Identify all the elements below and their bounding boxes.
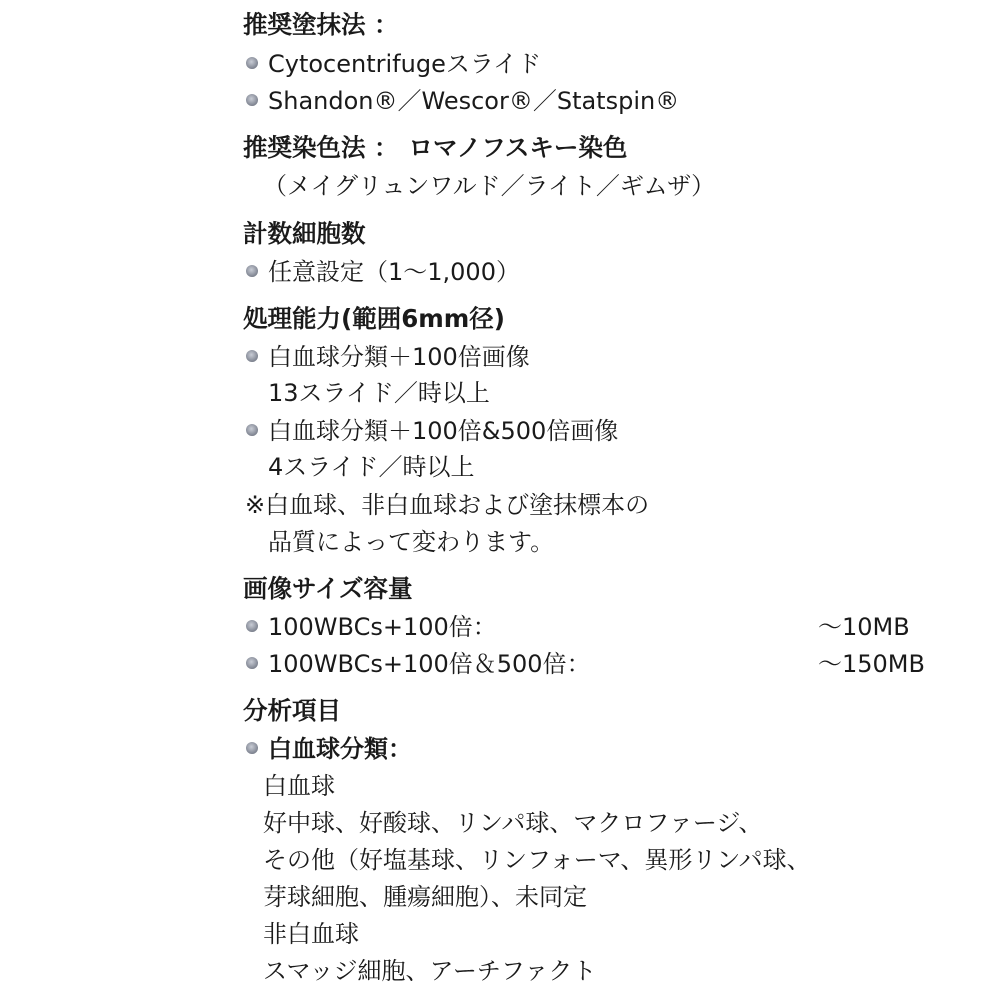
stain-method-detail: （メイグリュンワルド／ライト／ギムザ） — [263, 172, 716, 200]
capacity-item-label: 白血球分類＋100倍画像 — [268, 343, 530, 371]
capacity-item — [246, 414, 618, 448]
bullet-icon — [246, 424, 258, 436]
image-size-value: ～10MB — [818, 613, 910, 641]
analysis-item — [246, 732, 412, 766]
stain-method-label: 推奨染色法 ： — [243, 133, 399, 162]
cell-count-item — [246, 255, 520, 289]
analysis-line: 白血球 — [263, 772, 335, 800]
analysis-heading: 分析項目 — [243, 696, 341, 725]
analysis-line: 芽球細胞、腫瘍細胞）、未同定 — [263, 883, 587, 911]
bullet-icon — [246, 94, 258, 106]
bullet-icon — [246, 57, 258, 69]
smear-item-text: Cytocentrifugeスライド — [268, 50, 542, 78]
stain-method-heading — [243, 131, 627, 165]
capacity-heading: 処理能力(範囲6mm径) — [243, 304, 505, 333]
analysis-line: 非白血球 — [263, 920, 359, 948]
image-size-label: 100WBCs+100倍： — [268, 613, 497, 641]
cell-count-heading: 計数細胞数 — [243, 219, 366, 248]
capacity-item-sub: 4スライド／時以上 — [268, 453, 475, 481]
analysis-line: 好中球、好酸球、リンパ球、マクロファージ、 — [263, 809, 763, 837]
stain-method-value: ロマノフスキー染色 — [408, 133, 628, 162]
capacity-item-sub: 13スライド／時以上 — [268, 379, 490, 407]
bullet-icon — [246, 265, 258, 277]
image-size-row — [246, 647, 946, 681]
image-size-row — [246, 610, 946, 644]
bullet-icon — [246, 657, 258, 669]
bullet-icon — [246, 742, 258, 754]
smear-method-heading: 推奨塗抹法 ： — [243, 10, 399, 39]
analysis-line: その他（好塩基球、リンフォーマ、異形リンパ球、 — [263, 846, 811, 874]
capacity-item-label: 白血球分類＋100倍&500倍画像 — [268, 417, 619, 445]
smear-item-text: Shandon®／Wescor®／Statspin® — [268, 87, 680, 115]
analysis-line: スマッジ細胞、アーチファクト — [263, 957, 597, 985]
smear-item — [246, 84, 679, 118]
capacity-item — [246, 340, 530, 374]
bullet-icon — [246, 620, 258, 632]
analysis-item-label: 白血球分類： — [268, 735, 412, 763]
capacity-note-line1: ※白血球、非白血球および塗抹標本の — [245, 491, 650, 519]
capacity-note-line2: 品質によって変わります。 — [268, 528, 555, 556]
cell-count-item-text: 任意設定（1～1,000） — [268, 258, 520, 286]
image-size-value: ～150MB — [818, 650, 925, 678]
smear-item — [246, 47, 541, 81]
image-size-label: 100WBCs+100倍＆500倍： — [268, 650, 591, 678]
image-size-heading: 画像サイズ容量 — [243, 574, 413, 603]
bullet-icon — [246, 350, 258, 362]
